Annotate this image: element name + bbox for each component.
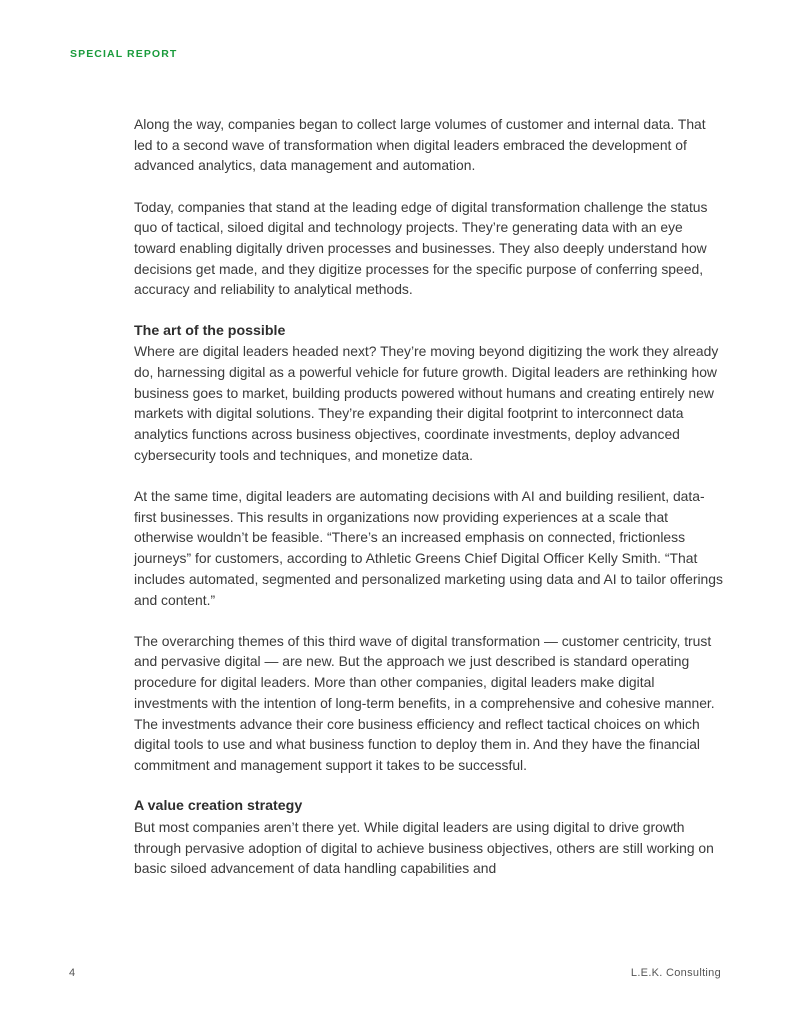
paragraph: Today, companies that stand at the leading edge of digital transformation challenge the status quo of tactical, siloed digital and technology projects. They’re generating data with an eye toward enabling digitally driven processes and businesses. They also deeply understand how decisions get made, and they digitize processes for the specific purpose of conferring speed, accuracy and reliability to analytical methods. [134,198,708,298]
paragraph: The overarching themes of this third wave of digital transformation — customer centricity, trust and pervasive digital — are new. But the approach we just described is standard operating procedure for digital leaders. More than other companies, digital leaders make digital investments with the intention of long-term benefits, in a comprehensive and cohesive manner. The investments advance their core business efficiency and reflect tactical choices on which digital tools to use and what business function to deploy them in. And they have the financial commitment and management support it takes to be successful. [134,632,715,773]
paragraph: But most companies aren’t there yet. While digital leaders are using digital to drive growth through pervasive adoption of digital to achieve business objectives, others are still working on basic siloed advancement of data handling capabilities and [134,818,714,877]
paragraph: At the same time, digital leaders are automating decisions with AI and building resilient, data-first businesses. This results in organizations now providing experiences at a scale that otherwise wouldn’t be feasible. “There’s an increased emphasis on connected, frictionless journeys” for customers, according to Athletic Greens Chief Digital Officer Kelly Smith. “That includes automated, segmented and personalized marketing using data and AI to tailor offerings and content.” [134,488,723,608]
article-body [134,114,724,900]
section-heading: A value creation strategy [134,798,303,815]
page-number: 4 [69,967,76,979]
section-heading: The art of the possible [134,322,286,339]
paragraph: Along the way, companies began to collect large volumes of customer and internal data. That led to a second wave of transformation when digital leaders embraced the development of advanced analytics, data management and automation. [134,116,706,174]
report-section-label: SPECIAL REPORT [70,48,178,60]
paragraph: Where are digital leaders headed next? They’re moving beyond digitizing the work they already do, harnessing digital as a powerful vehicle for future growth. Digital leaders are rethinking how business goes to market, building products powered without humans and creating entirely new markets with digital solutions. They’re expanding their digital footprint to interconnect data analytics functions across business objectives, coordinate investments, deploy advanced cybersecurity tools and techniques, and monetize data. [134,343,719,463]
footer-brand: L.E.K. Consulting [630,967,721,979]
